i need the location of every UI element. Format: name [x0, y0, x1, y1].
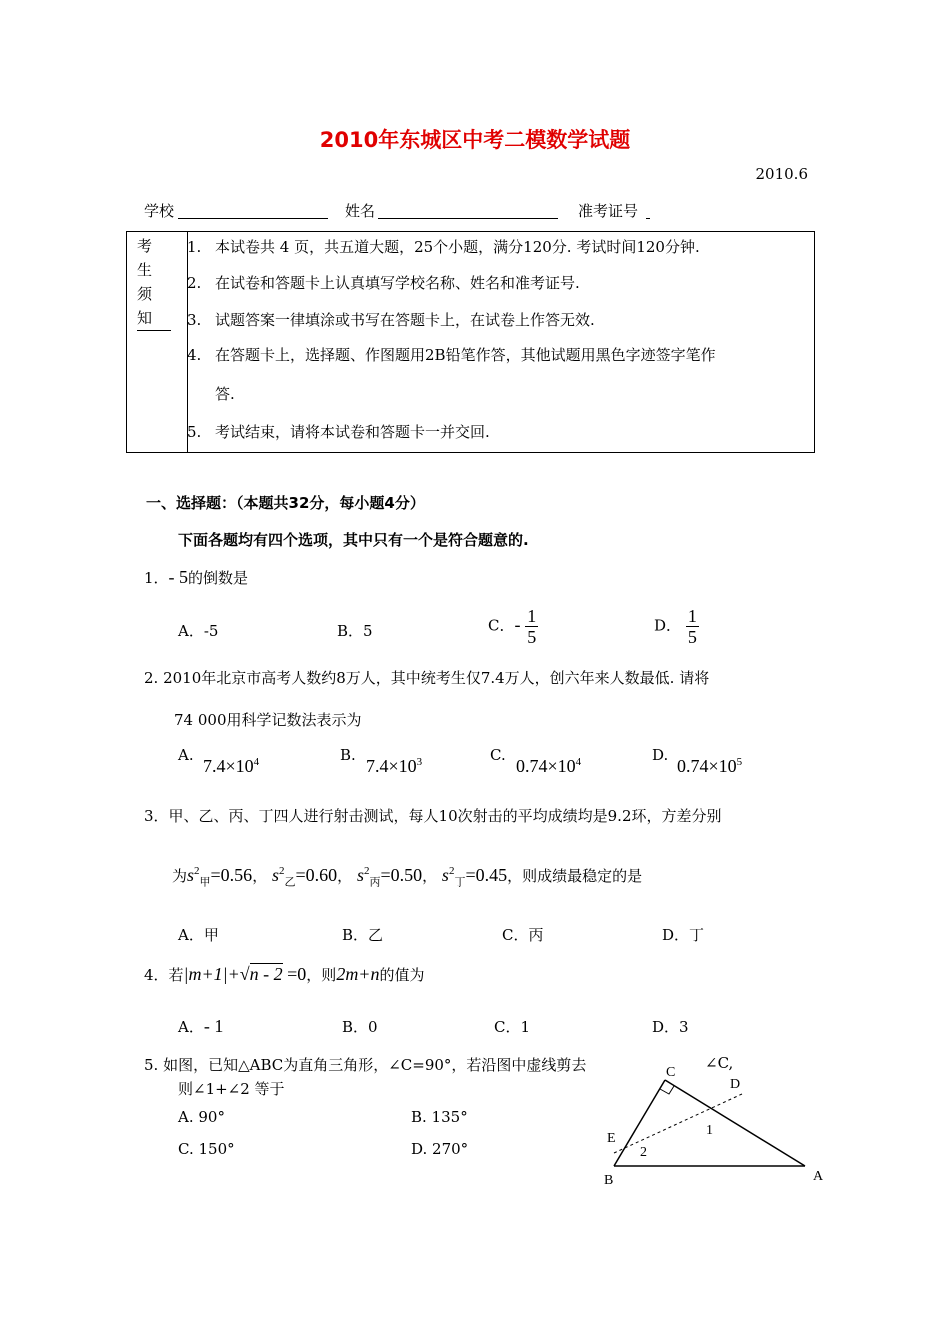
exam-id-underline	[646, 218, 650, 219]
q1-option-b: B．5	[337, 622, 373, 640]
q5-option-d: D. 270°	[411, 1140, 469, 1158]
q4-option-d: D．3	[652, 1018, 689, 1036]
label-b: B	[604, 1173, 614, 1188]
label-angle-2: 2	[640, 1145, 647, 1160]
label-e: E	[607, 1131, 616, 1146]
q2-option-b: B.	[340, 746, 356, 764]
school-underline	[178, 218, 328, 219]
q2-option-a: A.	[178, 746, 194, 764]
notice-item: 2. 在试卷和答题卡上认真填写学校名称、姓名和准考证号.	[187, 274, 580, 292]
section-heading: 一、选择题：（本题共32分，每小题4分）	[146, 494, 425, 512]
q4-option-b: B．0	[342, 1018, 378, 1036]
name-underline	[378, 218, 558, 219]
question-5-cont: 则∠1+∠2 等于	[178, 1080, 285, 1098]
school-label: 学校	[144, 202, 175, 220]
notice-item-continuation: 答.	[215, 385, 235, 403]
q4-option-c: C．1	[494, 1018, 531, 1036]
notice-item: 3. 试题答案一律填涂或书写在答题卡上，在试卷上作答无效.	[187, 311, 595, 329]
exam-id-label: 准考证号	[578, 202, 639, 220]
name-label: 姓名	[345, 202, 376, 220]
label-d: D	[730, 1077, 741, 1092]
triangle-figure	[590, 1058, 835, 1188]
cut-line	[614, 1094, 742, 1153]
notice-table	[126, 231, 815, 453]
q1-option-a: A．-5	[178, 622, 219, 640]
notice-item: 5. 考试结束，请将本试卷和答题卡一并交回.	[187, 423, 490, 441]
question-2: 2. 2010年北京市高考人数约8万人，其中统考生仅7.4万人，创六年来人数最低. 请将	[144, 669, 710, 687]
notice-item: 1. 本试卷共 4 页，共五道大题，25个小题，满分120分. 考试时间120分钟.	[187, 238, 700, 256]
q3-option-a: A．甲	[178, 926, 219, 944]
q2-option-d-value: $0.74\times 10^5$	[677, 756, 743, 776]
q4-option-a: A．- 1	[178, 1016, 224, 1036]
q5-option-a: A. 90°	[178, 1108, 225, 1126]
q1-option-c: C．- $\frac{1}{5}$	[488, 606, 537, 647]
question-5-angle: ∠C,	[705, 1054, 734, 1072]
question-5: 5. 如图，已知△ABC为直角三角形，∠C=90°，若沿图中虚线剪去	[144, 1056, 587, 1074]
exam-date: 2010.6	[755, 165, 808, 183]
q5-option-c: C. 150°	[178, 1140, 235, 1158]
notice-item: 4. 在答题卡上，选择题、作图题用2B铅笔作答，其他试题用黑色字迹签字笔作	[187, 346, 716, 364]
label-c: C	[666, 1065, 676, 1080]
q3-option-d: D．丁	[662, 926, 705, 944]
q3-option-c: C．丙	[502, 926, 544, 944]
question-4: 4．若|m+1|+√n - 2 =0，则2m+n的值为	[144, 964, 425, 984]
side-ca	[665, 1080, 805, 1166]
label-angle-1: 1	[706, 1123, 713, 1138]
question-1: 1．- 5的倒数是	[144, 567, 249, 587]
question-2-cont: 74 000用科学记数法表示为	[174, 711, 362, 729]
section-instruction: 下面各题均有四个选项，其中只有一个是符合题意的.	[178, 531, 529, 549]
q2-option-d: D.	[652, 746, 669, 764]
q2-option-b-value: $7.4\times 10^3$	[366, 756, 423, 776]
q2-option-c-value: $0.74\times 10^4$	[516, 756, 582, 776]
q5-option-b: B. 135°	[411, 1108, 468, 1126]
notice-items-cell	[188, 232, 815, 453]
notice-side-label: 考 生 须 知	[127, 232, 188, 453]
q3-option-b: B．乙	[342, 926, 384, 944]
q2-option-a-value: $7.4\times 10^4$	[203, 756, 260, 776]
q2-option-c: C.	[490, 746, 506, 764]
question-3-variances: 为$s^2_甲=0.56$， $s^2_乙=0.60$， $s^2_丙=0.50$， $s^2_丁=0.45$，则成绩最稳定的是	[172, 865, 643, 889]
label-a: A	[813, 1169, 824, 1184]
question-3: 3．甲、乙、丙、丁四人进行射击测试，每人10次射击的平均成绩均是9.2环，方差分别	[144, 807, 722, 825]
right-angle-mark	[660, 1086, 674, 1094]
page-title: 2010年东城区中考二模数学试题	[319, 128, 631, 152]
q1-option-d: D． $\frac{1}{5}$	[654, 606, 697, 647]
